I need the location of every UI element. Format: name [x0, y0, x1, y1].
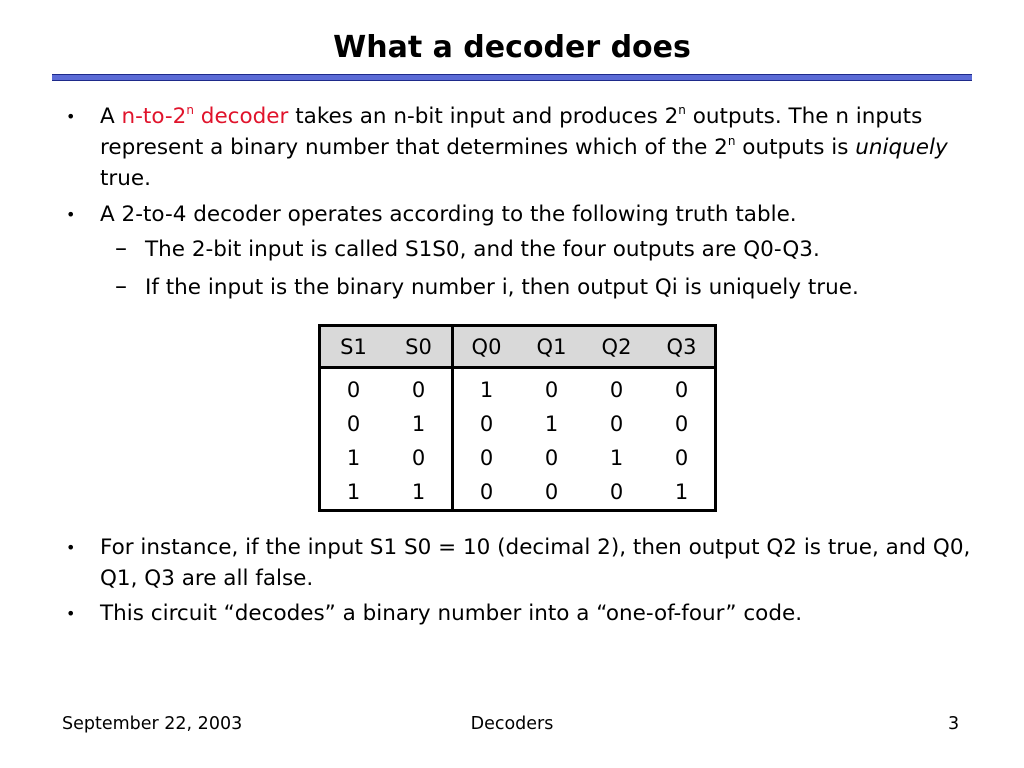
table-row — [320, 475, 716, 511]
table-cell: 1 — [674, 480, 689, 504]
table-cell: 0 — [346, 378, 361, 402]
table-cell: 1 — [386, 475, 453, 511]
table-cell: 1 — [346, 480, 361, 504]
table-cell: 0 — [479, 412, 494, 436]
table-cell: 0 — [674, 446, 689, 470]
truth-table-header — [320, 326, 716, 368]
header-q2: Q2 — [584, 326, 649, 368]
title-underline — [52, 74, 972, 81]
sub-bullet-unique-output: – If the input is the binary number i, then output Qi is uniquely true. — [115, 272, 859, 300]
dash-marker: – — [115, 234, 127, 262]
truth-table — [318, 324, 717, 512]
table-row — [320, 407, 716, 441]
table-cell: 1 — [479, 378, 494, 402]
footer-topic: Decoders — [470, 714, 554, 734]
bullet-decoder-definition: • A n-to-2$^n$ decoder takes an n-bit input and produces 2$^n$ outputs. The n inputs represent a binary number that determines which of the 2$^n$ outputs is uniquely true. — [66, 103, 948, 191]
table-cell: 1 — [386, 407, 453, 441]
slide-title: What a decoder does — [333, 30, 691, 65]
footer-date: September 22, 2003 — [62, 714, 243, 734]
bullet-one-of-four: • This circuit “decodes” a binary number into a “one-of-four” code. — [100, 598, 980, 629]
table-cell: 0 — [544, 378, 559, 402]
table-cell: 0 — [386, 368, 453, 408]
table-cell: 1 — [609, 446, 624, 470]
header-q1: Q1 — [519, 326, 584, 368]
table-cell: 1 — [346, 446, 361, 470]
table-cell: 0 — [609, 480, 624, 504]
bullet-marker: • — [66, 205, 76, 224]
table-cell: 0 — [674, 412, 689, 436]
header-s1: S1 — [320, 326, 387, 368]
table-cell: 0 — [609, 412, 624, 436]
table-cell: 0 — [346, 412, 361, 436]
table-cell: 0 — [674, 378, 689, 402]
bullet-marker: • — [66, 604, 76, 623]
table-cell: 1 — [544, 412, 559, 436]
table-cell: 0 — [609, 378, 624, 402]
table-cell: 0 — [479, 446, 494, 470]
emphasis-uniquely: uniquely — [855, 135, 948, 160]
footer-page-number: 3 — [948, 714, 960, 734]
dash-marker: – — [115, 272, 127, 300]
table-cell: 0 — [386, 441, 453, 475]
bullet-marker: • — [66, 538, 76, 557]
table-cell: 0 — [544, 446, 559, 470]
table-cell: 0 — [544, 480, 559, 504]
table-cell: 0 — [479, 480, 494, 504]
bullet-2-to-4-decoder: • A 2-to-4 decoder operates according to the following truth table. — [100, 199, 980, 230]
header-s0: S0 — [386, 326, 453, 368]
header-q3: Q3 — [649, 326, 716, 368]
header-q0: Q0 — [453, 326, 520, 368]
sub-bullet-inputs-outputs: – The 2-bit input is called S1S0, and the four outputs are Q0-Q3. — [115, 234, 820, 262]
bullet-marker: • — [66, 107, 76, 126]
bullet-example: • For instance, if the input S1 S0 = 10 (decimal 2), then output Q2 is true, and Q0, Q1, Q3 are all false. — [100, 532, 980, 594]
table-row — [320, 441, 716, 475]
highlight-n-to-2n: n-to-2$^n$ decoder — [121, 103, 289, 129]
table-row — [320, 368, 716, 408]
